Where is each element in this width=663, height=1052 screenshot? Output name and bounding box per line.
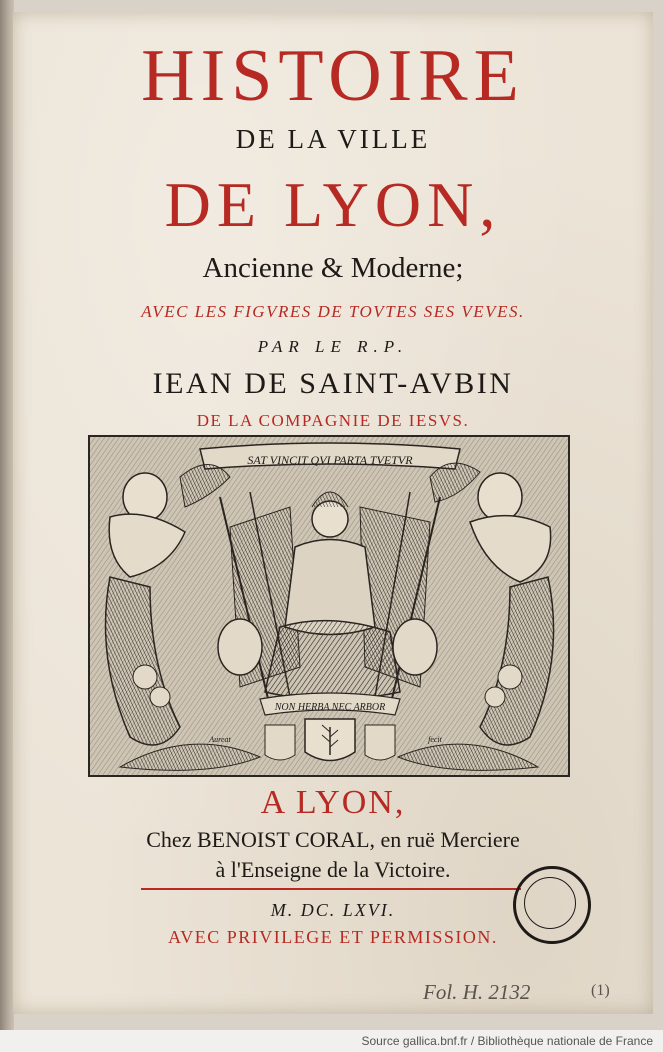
author-prefix: PAR LE R.P. [257, 337, 409, 356]
stamp-emblem [524, 877, 576, 929]
shelfmark-handwritten: Fol. H. 2132 [423, 980, 531, 1004]
imprint-sign: à l'Enseigne de la Victoire. [215, 857, 451, 882]
author-order: DE LA COMPAGNIE DE IESVS. [196, 411, 470, 430]
source-footer [0, 1030, 663, 1052]
motto-bottom: NON HERBA NEC ARBOR [274, 702, 386, 713]
imprint-privilege: AVEC PRIVILEGE ET PERMISSION. [168, 927, 498, 947]
author-name: IEAN DE SAINT-AVBIN [152, 367, 514, 400]
imprint-place: A LYON, [260, 784, 406, 821]
title-line-histoire: HISTOIRE [141, 35, 525, 117]
right-cherub-head [478, 473, 522, 521]
red-rule [141, 888, 521, 890]
folio-number: (1) [591, 982, 610, 999]
title-line-de-lyon: DE LYON, [164, 169, 502, 240]
engraver-signature: Aureat [209, 735, 231, 744]
source-credit: Source gallica.bnf.fr / Bibliothèque nationale de France [361, 1034, 653, 1048]
title-line-de-la-ville: DE LA VILLE [235, 124, 431, 154]
engraver-fecit: fecit [428, 735, 442, 744]
book-binding-edge [0, 0, 14, 1030]
figure-robe [265, 621, 400, 700]
engraving-illustration [90, 437, 568, 775]
motto-top: SAT VINCIT QVI PARTA TVETVR [247, 453, 413, 467]
subtitle-ancienne-moderne: Ancienne & Moderne; [202, 252, 464, 284]
printers-device-engraving [88, 435, 570, 777]
imprint-date: M. DC. LXVI. [270, 900, 396, 920]
title-page [13, 12, 653, 1014]
imprint-printer: Chez BENOIST CORAL, en ruë Merciere [146, 827, 520, 852]
subtitle-figures: AVEC LES FIGVRES DE TOVTES SES VEVES. [141, 302, 525, 321]
library-stamp [513, 866, 591, 944]
